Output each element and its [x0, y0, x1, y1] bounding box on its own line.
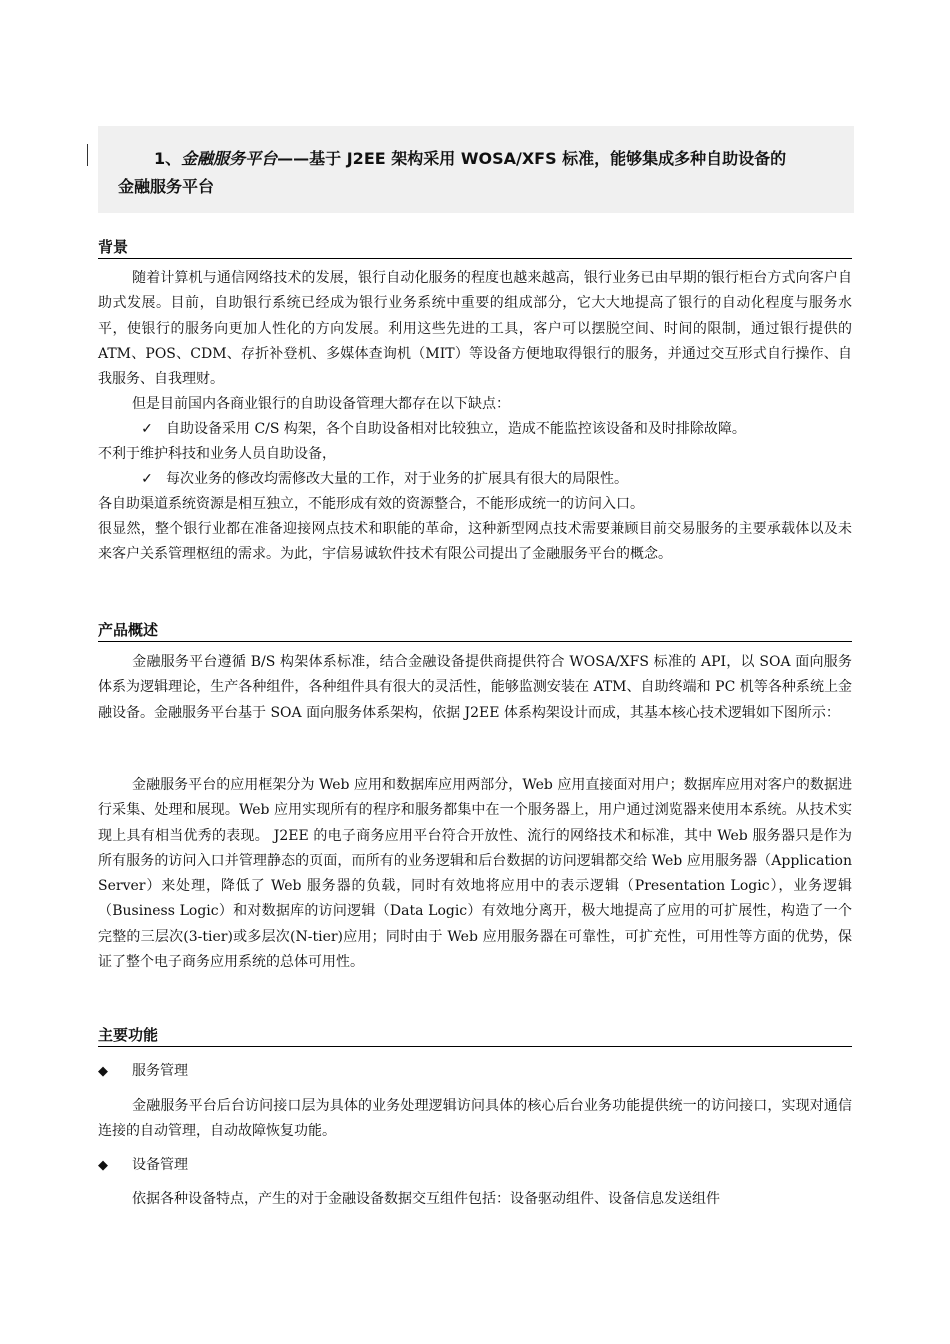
- diamond-bullet-icon: ◆: [98, 1064, 108, 1079]
- title-marker: [87, 144, 88, 166]
- title-line2: 金融服务平台: [118, 177, 215, 196]
- check-icon: ✓: [141, 471, 153, 487]
- title-rest: 基于 J2EE 架构采用 WOSA/XFS 标准，能够集成多种自助设备的: [309, 149, 787, 168]
- background-paragraph-2: 但是目前国内各商业银行的自助设备管理大都存在以下缺点：: [132, 396, 510, 412]
- overview-paragraph-2: 金融服务平台的应用框架分为 Web 应用和数据库应用两部分，Web 应用直接面对用户；数据库应用对客户的数据进行采集、处理和展现。Web 应用实现所有的程序和服务都集中在一个服务器上，用户通过浏览器来使用本系统。从技术实现上具有相当优秀的表现。 J2EE 的电子商务应用平台符合开放性、流行的网络技术和标准，其中 Web 服务器只是作为所有服务的访问入口并管理静态的页面，而所有的业务逻辑和后台数据的访问逻辑都交给 Web 应用服务器（Application Server）来处理，降低了 Web 服务器的负载，同时有效地将应用中的表示逻辑（Presentation Logic），业务逻辑（Business Logic）和对数据库的访问逻辑（Data Logic）有效地分离开，极大地提高了应用的可扩展性，构造了一个完整的三层次(3-tier)或多层次(N-tier)应用；同时由于 Web 应用服务器在可靠性，可扩充性，可用性等方面的优势，保证了整个电子商务应用系统的总体可用性。: [98, 777, 852, 971]
- diamond-bullet-icon: ◆: [98, 1158, 108, 1173]
- check-item-1: ✓ 自助设备采用 C/S 构架，各个自助设备相对比较独立，造成不能监控该设备和及时排除故障。: [98, 417, 852, 442]
- background-paragraph-4: 很显然，整个银行业都在准备迎接网点技术和职能的革命，这种新型网点技术需要兼顾目前交易服务的主要承载体以及未来客户关系管理枢纽的需求。为此，宇信易诚软件技术有限公司提出了金融服务平台的概念。: [98, 521, 852, 563]
- overview-paragraph-1: 金融服务平台遵循 B/S 构架体系标准，结合金融设备提供商提供符合 WOSA/XFS 标准的 API，以 SOA 面向服务体系为逻辑理论，生产各种组件，各种组件具有很大的灵活性，能够监测安装在 ATM、自助终端和 PC 机等各种系统上金融设备。金融服务平台基于 SOA 面向服务体系架构，依据 J2EE 体系构架设计而成，其基本核心技术逻辑如下图所示：: [98, 654, 852, 721]
- function-item-device: ◆ 设备管理: [98, 1153, 852, 1178]
- background-paragraph-3: 各自助渠道系统资源是相互独立，不能形成有效的资源整合，不能形成统一的访问入口。: [98, 496, 644, 512]
- function-service-description: 金融服务平台后台访问接口层为具体的业务处理逻辑访问具体的核心后台业务功能提供统一的访问接口，实现对通信连接的自动管理，自动故障恢复功能。: [98, 1098, 852, 1140]
- title-product: 金融服务平台: [181, 149, 278, 168]
- title-dash: ——: [277, 149, 310, 168]
- section-heading-functions: 主要功能: [98, 1024, 852, 1047]
- function-item-service: ◆ 服务管理: [98, 1059, 852, 1084]
- check-icon: ✓: [141, 421, 153, 437]
- section-heading-background: 背景: [98, 236, 852, 259]
- section-heading-overview: 产品概述: [98, 619, 852, 642]
- check-item-2: ✓ 每次业务的修改均需修改大量的工作，对于业务的扩展具有很大的局限性。: [98, 467, 852, 492]
- function-device-description: 依据各种设备特点，产生的对于金融设备数据交互组件包括：设备驱动组件、设备信息发送组件: [132, 1191, 720, 1207]
- document-title: [118, 145, 848, 201]
- title-number: 1、: [154, 149, 182, 168]
- check-item-1-continued: 不利于维护科技和业务人员自助设备，: [98, 446, 336, 462]
- background-paragraph-1: 随着计算机与通信网络技术的发展，银行自动化服务的程度也越来越高，银行业务已由早期的银行柜台方式向客户自助式发展。目前，自助银行系统已经成为银行业务系统中重要的组成部分，它大大地提高了银行的自动化程度与服务水平，使银行的服务向更加人性化的方向发展。利用这些先进的工具，客户可以摆脱空间、时间的限制，通过银行提供的 ATM、POS、CDM、存折补登机、多媒体查询机（MIT）等设备方便地取得银行的服务，并通过交互形式自行操作、自我服务、自我理财。: [98, 270, 852, 388]
